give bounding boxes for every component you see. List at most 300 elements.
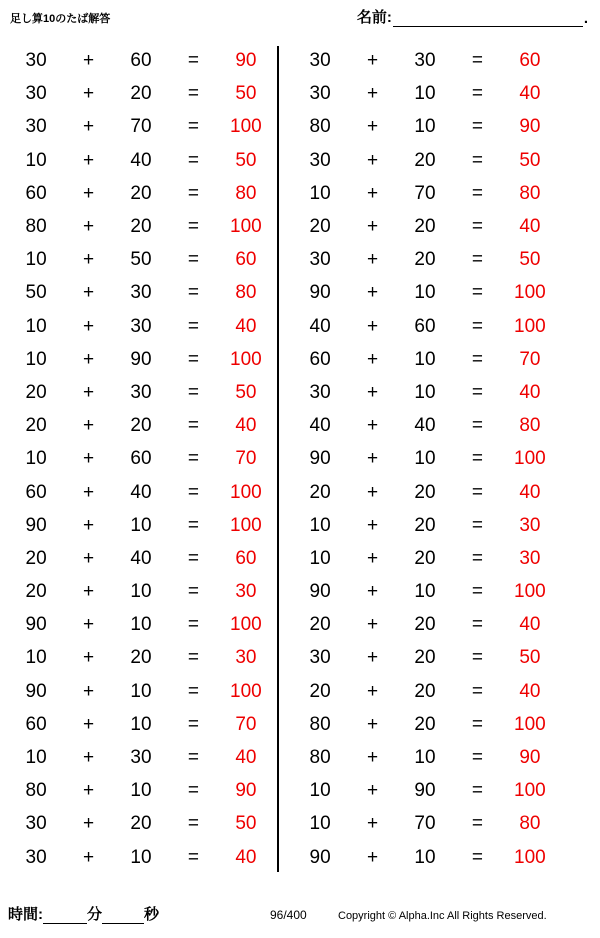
equals-sign: =	[471, 514, 483, 536]
equals-sign: =	[187, 448, 199, 470]
answer-value: 60	[519, 50, 541, 72]
operand-b: 40	[414, 415, 436, 437]
plus-operator: +	[83, 50, 95, 72]
operand-a: 90	[25, 514, 47, 536]
plus-operator: +	[367, 415, 379, 437]
equals-sign: =	[471, 415, 483, 437]
plus-operator: +	[367, 182, 379, 204]
name-field-area	[357, 6, 588, 27]
plus-operator: +	[83, 448, 95, 470]
problem-row	[290, 774, 560, 807]
operand-b: 90	[130, 348, 152, 370]
plus-operator: +	[367, 348, 379, 370]
operand-b: 40	[130, 481, 152, 503]
operand-b: 20	[130, 182, 152, 204]
plus-operator: +	[83, 415, 95, 437]
answer-value: 100	[514, 713, 546, 735]
answer-value: 40	[519, 216, 541, 238]
answer-value: 50	[519, 249, 541, 271]
equals-sign: =	[471, 481, 483, 503]
problem-row	[290, 77, 560, 110]
problem-row	[290, 276, 560, 309]
operand-b: 10	[130, 514, 152, 536]
operand-b: 10	[414, 348, 436, 370]
answer-value: 70	[235, 448, 257, 470]
plus-operator: +	[83, 680, 95, 702]
problem-row	[290, 210, 560, 243]
answer-value: 100	[230, 116, 262, 138]
operand-b: 70	[130, 116, 152, 138]
plus-operator: +	[83, 614, 95, 636]
operand-a: 30	[25, 813, 47, 835]
operand-b: 40	[130, 149, 152, 171]
operand-a: 30	[25, 50, 47, 72]
plus-operator: +	[367, 713, 379, 735]
operand-a: 20	[309, 216, 331, 238]
problem-row	[6, 741, 276, 774]
operand-a: 60	[25, 481, 47, 503]
answer-value: 100	[230, 216, 262, 238]
equals-sign: =	[471, 647, 483, 669]
equals-sign: =	[471, 83, 483, 105]
answer-value: 100	[230, 614, 262, 636]
equals-sign: =	[187, 547, 199, 569]
operand-a: 30	[309, 83, 331, 105]
operand-b: 50	[130, 249, 152, 271]
equals-sign: =	[471, 381, 483, 403]
operand-b: 20	[414, 514, 436, 536]
equals-sign: =	[187, 647, 199, 669]
operand-b: 20	[414, 647, 436, 669]
answer-value: 80	[519, 182, 541, 204]
plus-operator: +	[83, 813, 95, 835]
equals-sign: =	[471, 149, 483, 171]
operand-b: 20	[130, 647, 152, 669]
plus-operator: +	[367, 50, 379, 72]
plus-operator: +	[83, 647, 95, 669]
problem-row	[6, 77, 276, 110]
operand-a: 90	[309, 282, 331, 304]
operand-a: 30	[309, 149, 331, 171]
page-number: 96/400	[270, 908, 307, 922]
page-footer	[0, 894, 600, 924]
plus-operator: +	[367, 116, 379, 138]
answer-value: 50	[235, 813, 257, 835]
answer-value: 100	[514, 282, 546, 304]
operand-a: 80	[25, 216, 47, 238]
problem-row	[6, 110, 276, 143]
problem-row	[290, 409, 560, 442]
operand-a: 90	[25, 614, 47, 636]
operand-a: 20	[25, 415, 47, 437]
plus-operator: +	[367, 83, 379, 105]
equals-sign: =	[471, 780, 483, 802]
operand-a: 10	[25, 315, 47, 337]
operand-a: 10	[309, 813, 331, 835]
plus-operator: +	[367, 647, 379, 669]
minutes-unit-label: 分	[87, 906, 103, 923]
operand-a: 30	[25, 83, 47, 105]
equals-sign: =	[471, 448, 483, 470]
operand-a: 90	[309, 581, 331, 603]
equals-sign: =	[187, 216, 199, 238]
equals-sign: =	[187, 282, 199, 304]
problem-row	[6, 807, 276, 840]
operand-b: 20	[130, 813, 152, 835]
problem-row	[290, 675, 560, 708]
operand-a: 90	[309, 846, 331, 868]
answer-value: 100	[514, 448, 546, 470]
answer-value: 100	[514, 315, 546, 337]
answer-value: 80	[235, 182, 257, 204]
equals-sign: =	[187, 149, 199, 171]
problem-row	[6, 475, 276, 508]
operand-b: 10	[414, 83, 436, 105]
plus-operator: +	[367, 481, 379, 503]
seconds-input[interactable]	[102, 906, 144, 924]
problem-row	[290, 310, 560, 343]
column-divider	[277, 46, 279, 872]
equals-sign: =	[187, 116, 199, 138]
operand-a: 20	[25, 581, 47, 603]
equals-sign: =	[187, 680, 199, 702]
equals-sign: =	[187, 415, 199, 437]
operand-a: 30	[309, 381, 331, 403]
equals-sign: =	[471, 547, 483, 569]
operand-a: 10	[309, 514, 331, 536]
plus-operator: +	[83, 381, 95, 403]
plus-operator: +	[367, 680, 379, 702]
operand-b: 30	[130, 747, 152, 769]
answer-value: 60	[235, 249, 257, 271]
operand-a: 30	[309, 249, 331, 271]
problem-row	[290, 177, 560, 210]
answer-value: 80	[519, 813, 541, 835]
equals-sign: =	[471, 348, 483, 370]
plus-operator: +	[367, 547, 379, 569]
problem-row	[6, 675, 276, 708]
operand-a: 60	[309, 348, 331, 370]
minutes-input[interactable]	[43, 906, 87, 924]
problem-row	[6, 210, 276, 243]
equals-sign: =	[471, 813, 483, 835]
operand-a: 10	[309, 780, 331, 802]
answer-value: 70	[519, 348, 541, 370]
operand-a: 80	[25, 780, 47, 802]
plus-operator: +	[83, 713, 95, 735]
operand-b: 20	[130, 415, 152, 437]
problem-row	[290, 144, 560, 177]
problem-row	[290, 807, 560, 840]
operand-a: 10	[25, 647, 47, 669]
operand-a: 30	[25, 116, 47, 138]
plus-operator: +	[83, 780, 95, 802]
problem-row	[6, 177, 276, 210]
operand-b: 60	[130, 50, 152, 72]
equals-sign: =	[187, 315, 199, 337]
problem-row	[290, 243, 560, 276]
equals-sign: =	[187, 348, 199, 370]
operand-a: 20	[309, 614, 331, 636]
page-header	[0, 6, 600, 42]
operand-b: 10	[130, 680, 152, 702]
plus-operator: +	[83, 116, 95, 138]
answer-value: 50	[519, 149, 541, 171]
equals-sign: =	[187, 614, 199, 636]
answer-value: 70	[235, 713, 257, 735]
answer-value: 100	[514, 581, 546, 603]
problem-row	[290, 741, 560, 774]
problem-row	[290, 708, 560, 741]
plus-operator: +	[83, 846, 95, 868]
operand-a: 90	[25, 680, 47, 702]
operand-a: 40	[309, 415, 331, 437]
problem-row	[6, 708, 276, 741]
plus-operator: +	[83, 547, 95, 569]
operand-a: 10	[25, 249, 47, 271]
answer-value: 50	[235, 381, 257, 403]
operand-a: 80	[309, 116, 331, 138]
problem-row	[290, 376, 560, 409]
answer-value: 30	[235, 647, 257, 669]
equals-sign: =	[471, 116, 483, 138]
time-label: 時間:	[8, 906, 43, 923]
equals-sign: =	[471, 182, 483, 204]
problem-row	[6, 641, 276, 674]
problem-row	[6, 44, 276, 77]
problem-row	[6, 376, 276, 409]
equals-sign: =	[187, 83, 199, 105]
equals-sign: =	[187, 713, 199, 735]
operand-a: 20	[25, 547, 47, 569]
answer-value: 40	[519, 614, 541, 636]
problem-row	[6, 509, 276, 542]
plus-operator: +	[367, 780, 379, 802]
plus-operator: +	[367, 249, 379, 271]
answer-value: 50	[235, 149, 257, 171]
answer-value: 100	[514, 846, 546, 868]
equals-sign: =	[471, 581, 483, 603]
equals-sign: =	[471, 50, 483, 72]
problem-row	[6, 243, 276, 276]
operand-a: 30	[309, 647, 331, 669]
problem-row	[290, 442, 560, 475]
answer-value: 40	[235, 846, 257, 868]
problem-row	[6, 276, 276, 309]
operand-b: 30	[130, 381, 152, 403]
answer-value: 40	[519, 381, 541, 403]
plus-operator: +	[83, 481, 95, 503]
operand-b: 10	[130, 780, 152, 802]
problem-row	[6, 310, 276, 343]
equals-sign: =	[471, 747, 483, 769]
answer-value: 100	[514, 780, 546, 802]
operand-b: 10	[130, 581, 152, 603]
operand-a: 10	[309, 182, 331, 204]
problem-column-right	[290, 44, 560, 874]
operand-b: 60	[130, 448, 152, 470]
copyright-notice: Copyright © Alpha.Inc All Rights Reserved.	[338, 910, 547, 922]
operand-a: 80	[309, 747, 331, 769]
page-title: 足し算10のたば解答	[10, 13, 111, 25]
equals-sign: =	[187, 182, 199, 204]
seconds-unit-label: 秒	[144, 906, 160, 923]
problem-row	[290, 509, 560, 542]
answer-value: 100	[230, 514, 262, 536]
operand-a: 10	[25, 747, 47, 769]
plus-operator: +	[83, 348, 95, 370]
problem-row	[6, 409, 276, 442]
equals-sign: =	[471, 315, 483, 337]
operand-b: 20	[130, 83, 152, 105]
equals-sign: =	[187, 813, 199, 835]
problem-row	[290, 343, 560, 376]
problem-column-left	[6, 44, 276, 874]
equals-sign: =	[187, 381, 199, 403]
equals-sign: =	[471, 249, 483, 271]
operand-b: 10	[130, 846, 152, 868]
answer-value: 90	[235, 50, 257, 72]
operand-b: 10	[130, 614, 152, 636]
plus-operator: +	[83, 514, 95, 536]
plus-operator: +	[367, 747, 379, 769]
plus-operator: +	[367, 381, 379, 403]
answer-value: 100	[230, 680, 262, 702]
plus-operator: +	[367, 282, 379, 304]
time-field-area	[8, 903, 159, 924]
equals-sign: =	[187, 747, 199, 769]
operand-b: 20	[414, 249, 436, 271]
plus-operator: +	[83, 315, 95, 337]
operand-b: 20	[414, 680, 436, 702]
operand-a: 80	[309, 713, 331, 735]
plus-operator: +	[367, 614, 379, 636]
operand-b: 20	[414, 614, 436, 636]
operand-a: 40	[309, 315, 331, 337]
operand-b: 70	[414, 182, 436, 204]
equals-sign: =	[187, 514, 199, 536]
operand-b: 20	[130, 216, 152, 238]
problem-row	[6, 575, 276, 608]
plus-operator: +	[83, 149, 95, 171]
plus-operator: +	[367, 813, 379, 835]
problem-row	[290, 110, 560, 143]
operand-a: 20	[309, 481, 331, 503]
problem-row	[6, 144, 276, 177]
plus-operator: +	[367, 448, 379, 470]
operand-b: 10	[414, 581, 436, 603]
plus-operator: +	[83, 83, 95, 105]
operand-a: 30	[25, 846, 47, 868]
operand-b: 30	[130, 282, 152, 304]
answer-value: 40	[235, 315, 257, 337]
problem-row	[290, 542, 560, 575]
plus-operator: +	[83, 216, 95, 238]
problem-row	[290, 841, 560, 874]
equals-sign: =	[187, 50, 199, 72]
operand-b: 10	[414, 448, 436, 470]
operand-b: 60	[414, 315, 436, 337]
problem-row	[6, 841, 276, 874]
plus-operator: +	[367, 315, 379, 337]
problem-row	[6, 542, 276, 575]
answer-value: 40	[519, 83, 541, 105]
plus-operator: +	[83, 581, 95, 603]
operand-b: 90	[414, 780, 436, 802]
problem-row	[6, 774, 276, 807]
problem-row	[290, 641, 560, 674]
name-input[interactable]	[393, 9, 583, 27]
operand-a: 10	[25, 149, 47, 171]
plus-operator: +	[367, 581, 379, 603]
operand-a: 60	[25, 182, 47, 204]
answer-value: 90	[235, 780, 257, 802]
answer-value: 100	[230, 481, 262, 503]
operand-b: 10	[414, 747, 436, 769]
operand-b: 20	[414, 713, 436, 735]
operand-a: 10	[25, 348, 47, 370]
operand-b: 30	[130, 315, 152, 337]
operand-a: 30	[309, 50, 331, 72]
problem-grid	[0, 44, 600, 874]
answer-value: 50	[519, 647, 541, 669]
operand-a: 50	[25, 282, 47, 304]
operand-a: 10	[309, 547, 331, 569]
operand-b: 10	[414, 846, 436, 868]
equals-sign: =	[471, 614, 483, 636]
problem-row	[290, 475, 560, 508]
operand-b: 10	[414, 282, 436, 304]
equals-sign: =	[187, 249, 199, 271]
problem-row	[6, 343, 276, 376]
operand-a: 20	[25, 381, 47, 403]
answer-value: 30	[519, 514, 541, 536]
plus-operator: +	[367, 846, 379, 868]
equals-sign: =	[471, 216, 483, 238]
name-label: 名前:	[356, 9, 392, 26]
plus-operator: +	[367, 514, 379, 536]
equals-sign: =	[187, 846, 199, 868]
name-trailing-dot: .	[583, 10, 588, 27]
answer-value: 30	[519, 547, 541, 569]
plus-operator: +	[83, 182, 95, 204]
equals-sign: =	[187, 581, 199, 603]
answer-value: 40	[519, 680, 541, 702]
operand-a: 90	[309, 448, 331, 470]
answer-value: 60	[235, 547, 257, 569]
operand-b: 10	[130, 713, 152, 735]
operand-b: 70	[414, 813, 436, 835]
problem-row	[290, 608, 560, 641]
answer-value: 40	[519, 481, 541, 503]
problem-row	[6, 442, 276, 475]
operand-a: 60	[25, 713, 47, 735]
answer-value: 30	[235, 581, 257, 603]
equals-sign: =	[471, 282, 483, 304]
equals-sign: =	[471, 680, 483, 702]
answer-value: 80	[519, 415, 541, 437]
equals-sign: =	[471, 846, 483, 868]
plus-operator: +	[83, 282, 95, 304]
problem-row	[6, 608, 276, 641]
plus-operator: +	[83, 249, 95, 271]
answer-value: 100	[230, 348, 262, 370]
operand-b: 40	[130, 547, 152, 569]
operand-b: 20	[414, 481, 436, 503]
answer-value: 40	[235, 747, 257, 769]
answer-value: 50	[235, 83, 257, 105]
plus-operator: +	[367, 149, 379, 171]
